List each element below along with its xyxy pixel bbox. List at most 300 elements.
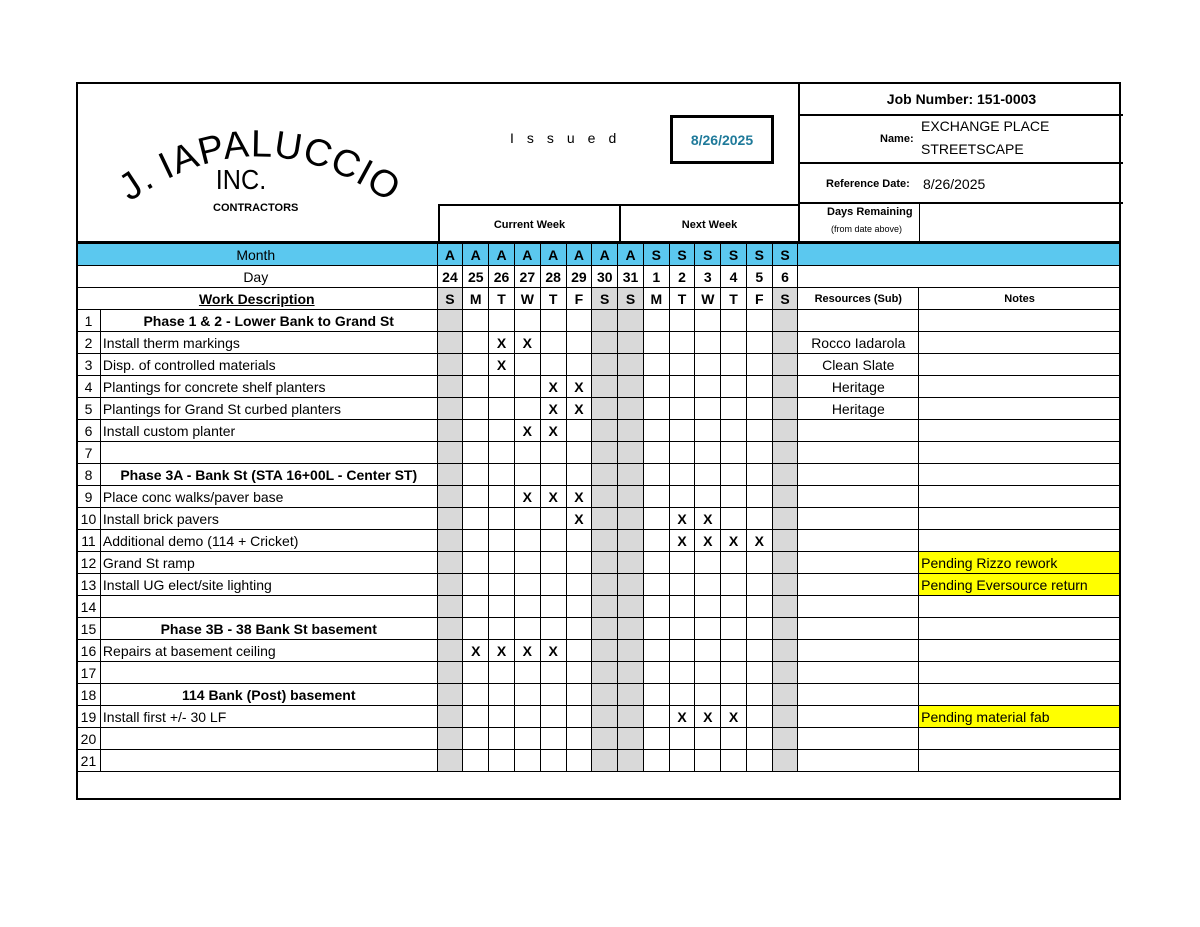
weekday-cell: T [489, 288, 515, 310]
day-slot [437, 640, 463, 662]
day-slot [721, 508, 747, 530]
scheduled-mark: X [540, 376, 566, 398]
day-slot [721, 684, 747, 706]
day-slot [746, 310, 772, 332]
day-slot [721, 552, 747, 574]
task-row [77, 420, 1121, 442]
month-row [77, 244, 1121, 266]
day-slot [540, 552, 566, 574]
scheduled-mark: X [514, 332, 540, 354]
day-row [77, 266, 1121, 288]
day-slot [489, 574, 515, 596]
day-slot [514, 442, 540, 464]
next-week-label: Next Week [619, 204, 798, 243]
day-slot [721, 464, 747, 486]
resource-cell [798, 574, 919, 596]
day-slot [514, 530, 540, 552]
day-slot [746, 618, 772, 640]
day-slot [746, 684, 772, 706]
scheduled-mark: X [695, 530, 721, 552]
row-number: 13 [77, 574, 101, 596]
day-slot [592, 354, 618, 376]
day-slot [618, 596, 644, 618]
task-description: Repairs at basement ceiling [100, 640, 437, 662]
day-slot [669, 574, 695, 596]
day-slot [695, 310, 721, 332]
day-slot [592, 728, 618, 750]
day-slot [721, 332, 747, 354]
day-slot [746, 574, 772, 596]
day-slot [540, 728, 566, 750]
month-right-fill [798, 244, 1121, 266]
day-slot [463, 376, 489, 398]
month-cell: S [643, 244, 669, 266]
resource-cell [798, 552, 919, 574]
day-slot [772, 310, 798, 332]
task-row [77, 640, 1121, 662]
scheduled-mark: X [540, 420, 566, 442]
day-slot [566, 618, 592, 640]
day-slot [618, 706, 644, 728]
resource-cell [798, 530, 919, 552]
weekday-cell: F [566, 288, 592, 310]
day-slot [618, 640, 644, 662]
day-slot [772, 442, 798, 464]
day-cell: 4 [721, 266, 747, 288]
day-slot [463, 398, 489, 420]
day-slot [437, 728, 463, 750]
day-cell: 27 [514, 266, 540, 288]
day-slot [695, 684, 721, 706]
note-cell [919, 310, 1121, 332]
day-slot [463, 420, 489, 442]
day-cell: 2 [669, 266, 695, 288]
note-cell: Pending material fab [919, 706, 1121, 728]
day-slot [721, 596, 747, 618]
day-slot [437, 332, 463, 354]
day-slot [643, 420, 669, 442]
day-slot [643, 596, 669, 618]
day-slot [695, 618, 721, 640]
day-slot [592, 420, 618, 442]
day-slot [592, 618, 618, 640]
note-cell [919, 332, 1121, 354]
resource-cell: Heritage [798, 376, 919, 398]
day-slot [566, 728, 592, 750]
task-row [77, 618, 1121, 640]
day-slot [643, 310, 669, 332]
task-description: Install therm markings [100, 332, 437, 354]
day-slot [772, 486, 798, 508]
day-slot [618, 398, 644, 420]
day-slot [437, 398, 463, 420]
day-slot [514, 398, 540, 420]
day-slot [437, 354, 463, 376]
day-slot [437, 486, 463, 508]
scheduled-mark: X [514, 420, 540, 442]
day-slot [489, 486, 515, 508]
day-slot [566, 750, 592, 772]
day-slot [463, 464, 489, 486]
phase-title: Phase 3B - 38 Bank St basement [100, 618, 437, 640]
task-description: Plantings for Grand St curbed planters [100, 398, 437, 420]
scheduled-mark: X [669, 530, 695, 552]
resource-cell [798, 442, 919, 464]
day-slot [772, 464, 798, 486]
day-slot [669, 684, 695, 706]
task-description: Install brick pavers [100, 508, 437, 530]
day-slot [643, 684, 669, 706]
day-slot [463, 706, 489, 728]
day-slot [463, 486, 489, 508]
day-slot [514, 750, 540, 772]
month-cell: A [437, 244, 463, 266]
day-slot [746, 728, 772, 750]
day-slot [721, 420, 747, 442]
scheduled-mark: X [540, 640, 566, 662]
weekday-cell: S [772, 288, 798, 310]
task-row [77, 332, 1121, 354]
day-slot [514, 464, 540, 486]
month-cell: S [721, 244, 747, 266]
day-slot [489, 310, 515, 332]
weekday-row [77, 288, 1121, 310]
day-slot [695, 750, 721, 772]
day-slot [643, 618, 669, 640]
row-number: 19 [77, 706, 101, 728]
weekday-cell: W [695, 288, 721, 310]
day-slot [695, 442, 721, 464]
row-number: 2 [77, 332, 101, 354]
month-cell: A [618, 244, 644, 266]
day-slot [566, 706, 592, 728]
day-slot [514, 596, 540, 618]
row-number: 15 [77, 618, 101, 640]
day-slot [695, 376, 721, 398]
day-slot [514, 662, 540, 684]
row-number: 20 [77, 728, 101, 750]
schedule-sheet [76, 82, 1121, 800]
month-cell: A [514, 244, 540, 266]
day-cell: 26 [489, 266, 515, 288]
scheduled-mark: X [540, 398, 566, 420]
day-slot [618, 354, 644, 376]
note-cell: Pending Eversource return [919, 574, 1121, 596]
row-number: 18 [77, 684, 101, 706]
day-slot [489, 728, 515, 750]
reference-date: 8/26/2025 [923, 176, 986, 192]
task-row [77, 464, 1121, 486]
weekday-cell: S [437, 288, 463, 310]
day-slot [695, 596, 721, 618]
scheduled-mark: X [669, 508, 695, 530]
day-slot [592, 684, 618, 706]
row-number: 14 [77, 596, 101, 618]
task-description: Plantings for concrete shelf planters [100, 376, 437, 398]
day-slot [463, 508, 489, 530]
day-slot [463, 530, 489, 552]
day-slot [772, 420, 798, 442]
day-slot [746, 662, 772, 684]
day-slot [643, 486, 669, 508]
day-slot [592, 310, 618, 332]
note-cell [919, 398, 1121, 420]
day-slot [669, 420, 695, 442]
day-slot [669, 310, 695, 332]
day-slot [437, 706, 463, 728]
day-slot [772, 530, 798, 552]
day-slot [463, 552, 489, 574]
day-slot [669, 662, 695, 684]
logo-text: J. IAPALUCCIO [111, 123, 408, 211]
day-slot [618, 530, 644, 552]
task-description [100, 442, 437, 464]
note-cell [919, 750, 1121, 772]
day-slot [721, 662, 747, 684]
day-slot [772, 398, 798, 420]
task-row [77, 530, 1121, 552]
month-cell: S [746, 244, 772, 266]
day-slot [437, 750, 463, 772]
note-cell [919, 618, 1121, 640]
day-slot [669, 640, 695, 662]
day-slot [592, 464, 618, 486]
month-label: Month [77, 244, 438, 266]
month-cell: S [772, 244, 798, 266]
day-slot [669, 618, 695, 640]
day-slot [566, 332, 592, 354]
day-slot [643, 706, 669, 728]
day-slot [721, 640, 747, 662]
task-row [77, 706, 1121, 728]
issued-label: Issued [510, 130, 630, 146]
current-week-label: Current Week [438, 204, 619, 243]
row-number: 17 [77, 662, 101, 684]
day-slot [643, 574, 669, 596]
day-right-fill [798, 266, 1121, 288]
day-slot [618, 750, 644, 772]
day-slot [695, 464, 721, 486]
day-slot [772, 596, 798, 618]
scheduled-mark: X [566, 376, 592, 398]
job-name-line1: EXCHANGE PLACE [921, 118, 1050, 134]
day-slot [746, 750, 772, 772]
day-cell: 6 [772, 266, 798, 288]
day-slot [489, 750, 515, 772]
day-slot [772, 332, 798, 354]
day-slot [643, 376, 669, 398]
day-slot [592, 706, 618, 728]
day-slot [489, 706, 515, 728]
note-cell [919, 420, 1121, 442]
resource-cell [798, 420, 919, 442]
day-slot [746, 552, 772, 574]
day-slot [566, 574, 592, 596]
day-slot [592, 574, 618, 596]
row-number: 16 [77, 640, 101, 662]
day-slot [721, 574, 747, 596]
day-slot [721, 486, 747, 508]
job-info-panel [798, 84, 1123, 243]
day-slot [540, 574, 566, 596]
day-slot [669, 332, 695, 354]
issued-date: 8/26/2025 [670, 115, 774, 164]
day-slot [772, 552, 798, 574]
day-slot [643, 442, 669, 464]
row-number: 7 [77, 442, 101, 464]
day-slot [437, 310, 463, 332]
schedule-grid [76, 243, 1121, 772]
day-slot [746, 508, 772, 530]
note-cell [919, 442, 1121, 464]
day-slot [618, 420, 644, 442]
job-number: Job Number: 151-0003 [886, 91, 1037, 107]
day-slot [772, 618, 798, 640]
day-slot [463, 310, 489, 332]
day-slot [746, 332, 772, 354]
day-slot [514, 706, 540, 728]
day-slot [669, 750, 695, 772]
day-slot [721, 750, 747, 772]
resource-cell [798, 596, 919, 618]
day-slot [669, 376, 695, 398]
day-slot [437, 464, 463, 486]
day-slot [746, 420, 772, 442]
day-slot [643, 640, 669, 662]
day-slot [643, 750, 669, 772]
day-slot [772, 354, 798, 376]
day-slot [643, 552, 669, 574]
day-slot [746, 354, 772, 376]
day-slot [540, 508, 566, 530]
day-slot [489, 684, 515, 706]
day-slot [463, 442, 489, 464]
day-slot [566, 684, 592, 706]
scheduled-mark: X [669, 706, 695, 728]
day-slot [746, 706, 772, 728]
month-cell: A [592, 244, 618, 266]
day-slot [463, 750, 489, 772]
day-slot [618, 442, 644, 464]
note-cell [919, 662, 1121, 684]
day-slot [592, 442, 618, 464]
resource-cell: Heritage [798, 398, 919, 420]
day-slot [437, 442, 463, 464]
job-name-line2: STREETSCAPE [921, 141, 1024, 157]
notes-header: Notes [919, 288, 1121, 310]
day-slot [695, 552, 721, 574]
company-tagline: CONTRACTORS [213, 202, 299, 214]
day-slot [669, 552, 695, 574]
day-slot [695, 640, 721, 662]
day-slot [746, 376, 772, 398]
day-slot [746, 486, 772, 508]
day-slot [618, 508, 644, 530]
row-number: 6 [77, 420, 101, 442]
day-slot [592, 640, 618, 662]
day-slot [463, 618, 489, 640]
day-slot [592, 662, 618, 684]
day-slot [618, 552, 644, 574]
day-slot [746, 442, 772, 464]
day-label: Day [77, 266, 438, 288]
note-cell [919, 684, 1121, 706]
day-slot [540, 310, 566, 332]
task-description: Install first +/- 30 LF [100, 706, 437, 728]
row-number: 11 [77, 530, 101, 552]
day-cell: 28 [540, 266, 566, 288]
day-slot [437, 508, 463, 530]
day-slot [695, 354, 721, 376]
day-slot [618, 728, 644, 750]
day-slot [437, 684, 463, 706]
day-slot [489, 618, 515, 640]
day-slot [746, 398, 772, 420]
row-number: 9 [77, 486, 101, 508]
day-slot [695, 420, 721, 442]
day-slot [618, 574, 644, 596]
day-slot [592, 750, 618, 772]
day-slot [514, 376, 540, 398]
day-slot [643, 464, 669, 486]
day-slot [463, 332, 489, 354]
day-slot [463, 662, 489, 684]
day-slot [772, 662, 798, 684]
day-slot [772, 376, 798, 398]
day-slot [540, 596, 566, 618]
resource-cell [798, 508, 919, 530]
day-slot [721, 376, 747, 398]
day-slot [489, 596, 515, 618]
note-cell [919, 464, 1121, 486]
day-slot [592, 332, 618, 354]
weekday-cell: T [540, 288, 566, 310]
resource-cell [798, 640, 919, 662]
resource-cell [798, 486, 919, 508]
month-cell: A [489, 244, 515, 266]
day-slot [721, 354, 747, 376]
task-row [77, 508, 1121, 530]
day-slot [592, 530, 618, 552]
task-description: Place conc walks/paver base [100, 486, 437, 508]
note-cell [919, 530, 1121, 552]
day-slot [489, 376, 515, 398]
day-slot [566, 420, 592, 442]
day-slot [514, 618, 540, 640]
weekday-cell: T [669, 288, 695, 310]
day-slot [618, 684, 644, 706]
weekday-cell: F [746, 288, 772, 310]
task-description [100, 662, 437, 684]
scheduled-mark: X [463, 640, 489, 662]
scheduled-mark: X [566, 486, 592, 508]
day-slot [437, 662, 463, 684]
day-slot [566, 552, 592, 574]
day-slot [721, 442, 747, 464]
day-slot [592, 552, 618, 574]
day-slot [772, 640, 798, 662]
resource-cell [798, 310, 919, 332]
month-cell: A [463, 244, 489, 266]
row-number: 3 [77, 354, 101, 376]
weekday-cell: S [592, 288, 618, 310]
day-slot [489, 662, 515, 684]
day-slot [463, 596, 489, 618]
day-slot [514, 684, 540, 706]
day-slot [746, 596, 772, 618]
day-slot [489, 552, 515, 574]
row-number: 12 [77, 552, 101, 574]
